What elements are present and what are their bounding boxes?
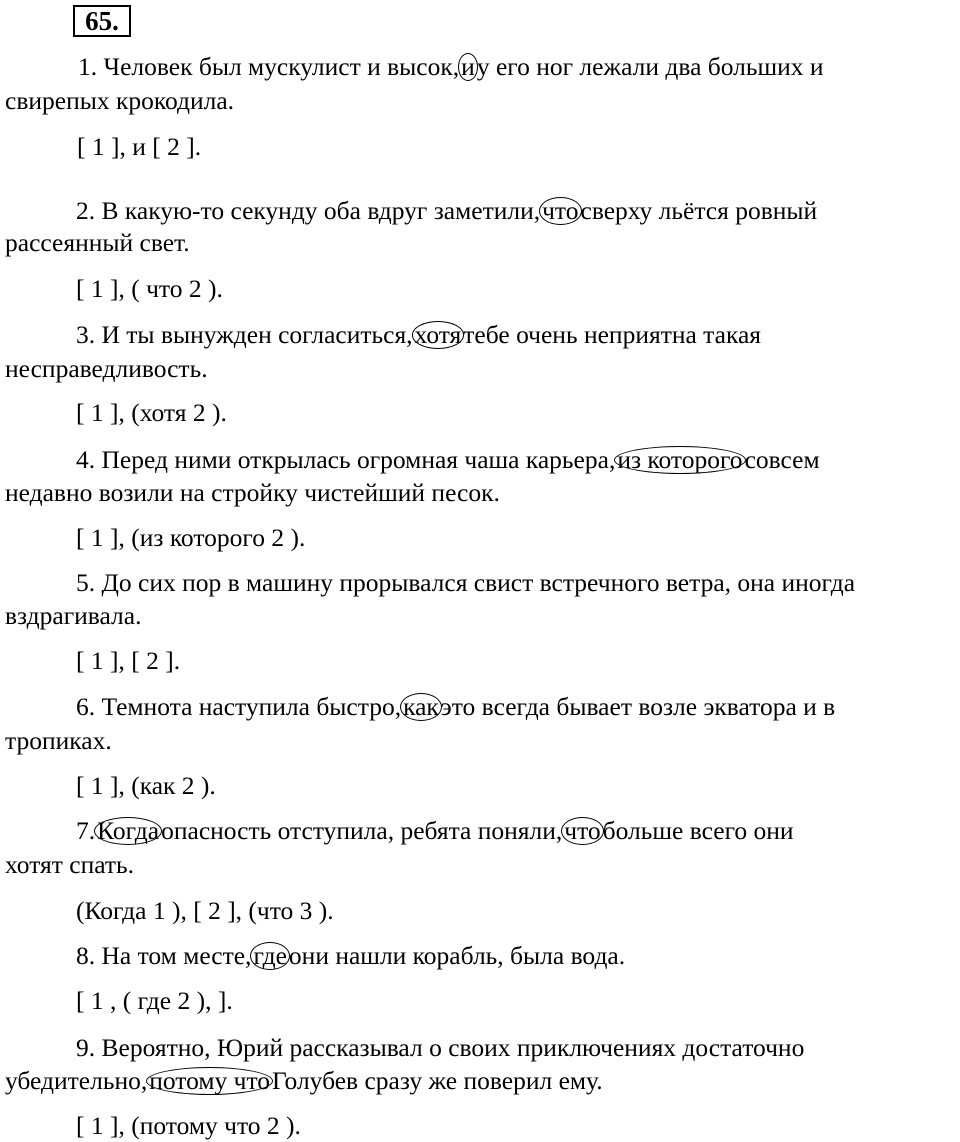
sentence-9-line-1: 9. Вероятно, Юрий рассказывал о своих приключениях достаточно	[76, 1033, 805, 1062]
sentence-1-line-1	[78, 52, 824, 82]
sentence-4-line-2: недавно возили на стройку чистейший песок.	[5, 478, 500, 507]
scheme-3: [ 1 ], (хотя 2 ).	[76, 398, 227, 427]
circled-conjunction: как	[400, 693, 442, 721]
circled-conjunction: и	[458, 53, 478, 81]
sentence-2-line-2: рассеянный свет.	[5, 228, 190, 257]
scheme-8: [ 1 , ( где 2 ), ].	[76, 986, 233, 1015]
sentence-7-line-1	[76, 816, 794, 846]
sentence-text: опасность отступила, ребята поняли,	[161, 816, 563, 845]
sentence-text: они нашли корабль, была вода.	[288, 941, 626, 970]
scheme-7: (Когда 1 ), [ 2 ], (что 3 ).	[76, 896, 334, 925]
sentence-6-line-2: тропиках.	[5, 726, 112, 755]
circled-conjunction: где	[250, 942, 289, 970]
sentence-text: 8. На том месте,	[76, 941, 252, 970]
sentence-7-line-2: хотят спать.	[5, 850, 135, 879]
sentence-text: у его ног лежали два больших и	[476, 52, 824, 81]
sentence-text: убедительно,	[5, 1066, 148, 1095]
scheme-5: [ 1 ], [ 2 ].	[76, 646, 181, 675]
sentence-4-line-1	[76, 445, 820, 475]
scheme-4: [ 1 ], (из которого 2 ).	[76, 523, 306, 552]
sentence-text: 7.	[76, 816, 96, 845]
scheme-2: [ 1 ], ( что 2 ).	[76, 274, 223, 303]
sentence-5-line-2: вздрагивала.	[5, 601, 142, 630]
sentence-text: больше всего они	[602, 816, 794, 845]
sentence-text: Голубев сразу же поверил ему.	[272, 1066, 603, 1095]
sentence-8-line-1	[76, 941, 625, 971]
sentence-text: сверху льётся ровный	[580, 196, 818, 225]
scheme-9: [ 1 ], (потому что 2 ).	[76, 1111, 301, 1140]
sentence-2-line-1	[76, 196, 817, 226]
sentence-text: 1. Человек был мускулист и высок,	[78, 52, 460, 81]
sentence-text: совсем	[744, 445, 820, 474]
circled-conjunction: что	[539, 197, 581, 225]
sentence-5-line-1: 5. До сих пор в машину прорывался свист встречного ветра, она иногда	[76, 568, 856, 597]
sentence-3-line-2: несправедливость.	[5, 354, 208, 383]
scheme-6: [ 1 ], (как 2 ).	[76, 771, 216, 800]
sentence-text: 6. Темнота наступила быстро,	[76, 692, 402, 721]
scheme-1: [ 1 ], и [ 2 ].	[77, 132, 202, 161]
sentence-text: 3. И ты вынужден согласиться,	[76, 320, 413, 349]
sentence-3-line-1	[76, 320, 761, 350]
sentence-6-line-1	[76, 692, 835, 722]
sentence-text: 2. В какую-то секунду оба вдруг заметили,	[76, 196, 541, 225]
exercise-number: 65.	[73, 5, 131, 37]
sentence-text: тебе очень неприятна такая	[463, 320, 762, 349]
sentence-text: 4. Перед ними открылась огромная чаша карьера,	[76, 445, 616, 474]
circled-conjunction: из которого	[614, 446, 745, 474]
sentence-text: это всегда бывает возле экватора и в	[440, 692, 836, 721]
circled-conjunction: Когда	[94, 817, 162, 845]
sentence-9-line-2	[5, 1066, 603, 1096]
sentence-1-line-2: свирепых крокодила.	[5, 86, 235, 115]
circled-conjunction: что	[561, 817, 603, 845]
circled-conjunction: хотя	[412, 321, 465, 349]
circled-conjunction: потому что	[146, 1067, 273, 1095]
